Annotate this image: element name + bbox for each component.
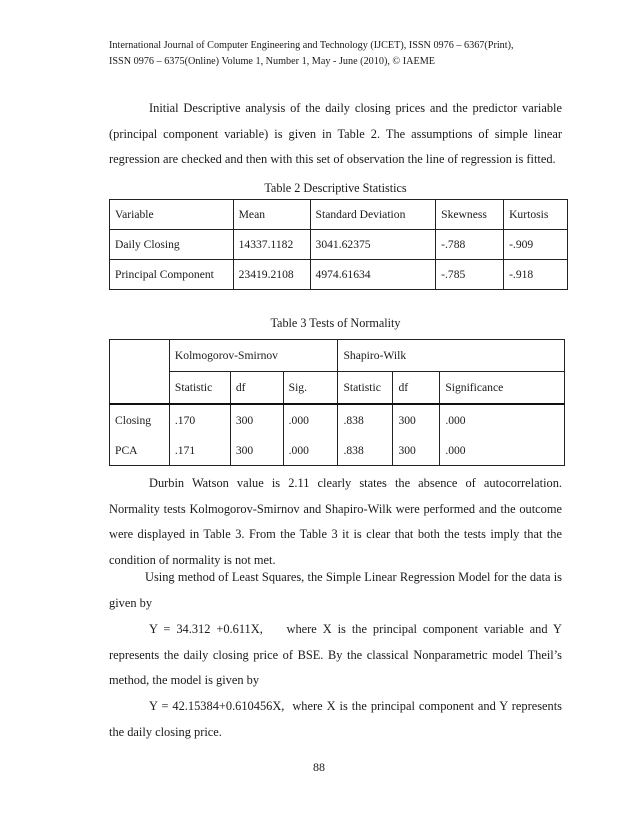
subheader-cell: df	[230, 372, 283, 405]
table-cell: 300	[393, 435, 440, 466]
table-cell: .170	[169, 404, 230, 435]
table-cell: .838	[338, 404, 393, 435]
header-line-1: International Journal of Computer Engineering and Technology (IJCET), ISSN 0976 – 6367(Print),	[109, 40, 514, 51]
intro-paragraph: Initial Descriptive analysis of the daily closing prices and the predictor variable (principal component variable) is given in Table 2. The assumptions of simple linear regression are checked and then with this set of observation the line of regression is fitted.	[109, 101, 562, 166]
descriptive-statistics-table	[109, 199, 568, 290]
table2-caption: Table 2 Descriptive Statistics	[264, 181, 407, 195]
normality-tests-table	[109, 339, 565, 466]
table-cell: .000	[440, 404, 565, 435]
table-cell: -.909	[504, 230, 568, 260]
table-cell: Closing	[110, 404, 170, 435]
header-line-2: ISSN 0976 – 6375(Online) Volume 1, Number 1, May - June (2010), © IAEME	[109, 56, 435, 67]
table-row	[110, 260, 568, 290]
subheader-cell: df	[393, 372, 440, 405]
table-cell: 4974.61634	[310, 260, 436, 290]
table-cell: 300	[230, 435, 283, 466]
table-cell: -.785	[436, 260, 504, 290]
header-cell: Variable	[110, 200, 234, 230]
table-row	[110, 435, 565, 466]
table-cell: Daily Closing	[110, 230, 234, 260]
subheader-cell: Statistic	[169, 372, 230, 405]
journal-header	[109, 38, 549, 70]
table-cell: -.788	[436, 230, 504, 260]
table-cell: .000	[283, 404, 338, 435]
regression-equation-paragraph: Y = 34.312 +0.611X, where X is the principal component variable and Y represents the daily closing price of BSE. By the classical Nonparametric model Theil’s method, the model is given by	[109, 622, 566, 687]
empty-corner-cell	[110, 340, 170, 405]
table-cell: .000	[283, 435, 338, 466]
subheader-cell: Statistic	[338, 372, 393, 405]
group-header-row	[110, 340, 565, 372]
table-cell: PCA	[110, 435, 170, 466]
durbin-watson-paragraph: Durbin Watson value is 2.11 clearly states the absence of autocorrelation. Normality tests Kolmogorov-Smirnov and Shapiro-Wilk were performed and the outcome were displayed in Table 3. From the Table 3 it is clear that both the tests imply that the condition of normality is not met.	[109, 476, 562, 567]
table-cell: 300	[393, 404, 440, 435]
table-cell: Principal Component	[110, 260, 234, 290]
header-cell: Skewness	[436, 200, 504, 230]
header-cell: Standard Deviation	[310, 200, 436, 230]
header-cell: Mean	[233, 200, 310, 230]
table-cell: .000	[440, 435, 565, 466]
sw-group-header: Shapiro-Wilk	[338, 340, 565, 372]
subheader-row	[110, 372, 565, 405]
table-row	[110, 404, 565, 435]
table-cell: 3041.62375	[310, 230, 436, 260]
subheader-cell: Significance	[440, 372, 565, 405]
page-number: 88	[313, 760, 325, 774]
theil-equation-paragraph: Y = 42.15384+0.610456X, where X is the principal component and Y represents the daily closing price.	[109, 699, 566, 739]
table-row	[110, 230, 568, 260]
header-cell: Kurtosis	[504, 200, 568, 230]
table-cell: 14337.1182	[233, 230, 310, 260]
table-header-row	[110, 200, 568, 230]
table3-caption: Table 3 Tests of Normality	[270, 316, 401, 330]
ks-group-header: Kolmogorov-Smirnov	[169, 340, 338, 372]
least-squares-paragraph: Using method of Least Squares, the Simple Linear Regression Model for the data is given by	[109, 570, 562, 610]
table-cell: -.918	[504, 260, 568, 290]
table-cell: .171	[169, 435, 230, 466]
subheader-cell: Sig.	[283, 372, 338, 405]
table-cell: .838	[338, 435, 393, 466]
table-cell: 300	[230, 404, 283, 435]
table-cell: 23419.2108	[233, 260, 310, 290]
